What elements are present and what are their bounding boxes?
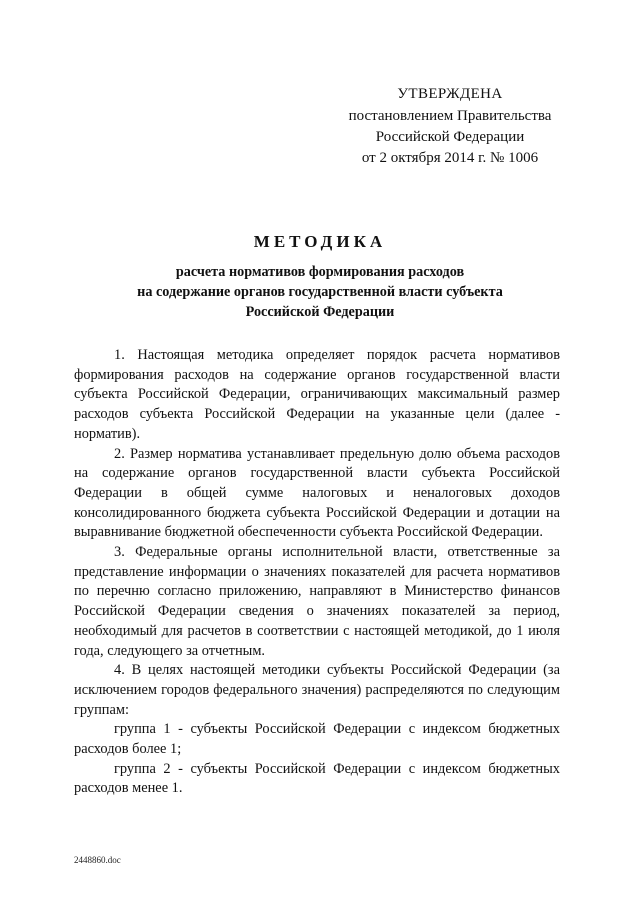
subtitle-line-2: на содержание органов государственной власти субъекта xyxy=(137,284,503,300)
approval-stamp: УТВЕРЖДЕНА xyxy=(397,86,503,102)
document-subtitle xyxy=(80,262,560,322)
paragraph-2: 2. Размер норматива устанавливает предельную долю объема расходов на содержание органов государственной власти субъекта Российской Федерации в общей сумме налоговых и неналоговых доходов консолидированного бюджета субъекта Российской Федерации и дотации на выравнивание бюджетной обеспеченности субъекта Российской Федерации. xyxy=(74,445,560,541)
approval-line-3: от 2 октября 2014 г. № 1006 xyxy=(361,150,539,166)
approval-line-2: Российской Федерации xyxy=(375,129,525,145)
paragraph-group-2: группа 2 - субъекты Российской Федерации с индексом бюджетных расходов менее 1. xyxy=(74,760,560,797)
paragraph-1: 1. Настоящая методика определяет порядок расчета нормативов формирования расходов на содержание органов государственной власти субъекта Российской Федерации, ограничивающих максимальный размер расходов субъекта Российской Федерации на указанные цели (далее - норматив). xyxy=(74,347,560,442)
subtitle-line-3: Российской Федерации xyxy=(245,304,395,320)
subtitle-line-1: расчета нормативов формирования расходов xyxy=(175,264,465,280)
approval-block xyxy=(330,84,570,169)
document-title: МЕТОДИКА xyxy=(253,232,387,251)
paragraph-4: 4. В целях настоящей методики субъекты Российской Федерации (за исключением городов федерального значения) распределяются по следующим группам: xyxy=(74,662,560,718)
paragraph-group-1: группа 1 - субъекты Российской Федерации с индексом бюджетных расходов более 1; xyxy=(74,721,560,758)
document-body xyxy=(74,346,560,799)
paragraph-3: 3. Федеральные органы исполнительной власти, ответственные за представление информации о значениях показателей для расчета нормативов по перечню согласно приложению, направляют в Министерство финансов Российской Федерации сведения о значениях показателей за период, необходимый для расчетов в соответствии с настоящей методикой, до 1 июля года, следующего за отчетным. xyxy=(74,544,560,659)
footer-filename: 2448860.doc xyxy=(74,855,121,865)
approval-line-1: постановлением Правительства xyxy=(348,108,552,124)
